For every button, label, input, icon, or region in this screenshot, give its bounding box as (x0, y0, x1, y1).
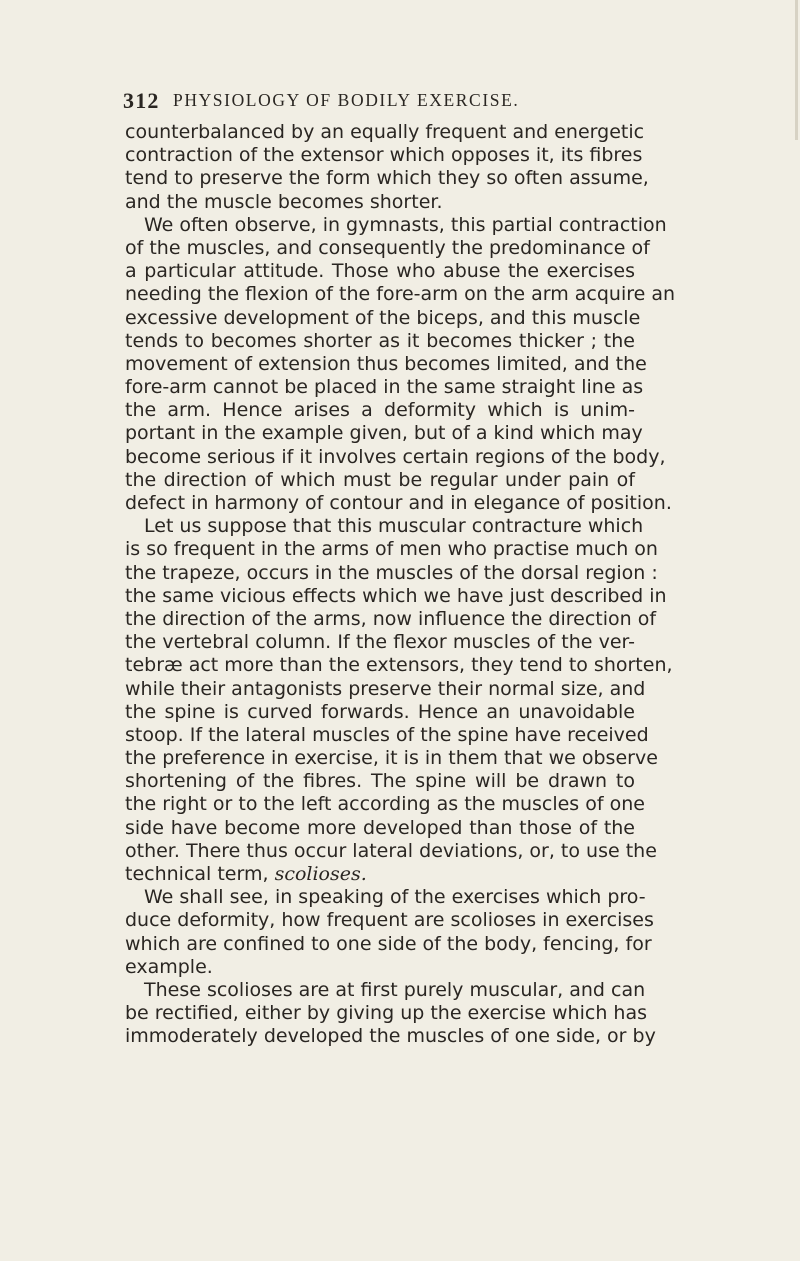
text-line: defect in harmony of contour and in elegance of position. (125, 492, 672, 514)
text-line: Let us suppose that this muscular contracture which (144, 515, 644, 538)
body-text (125, 121, 676, 1049)
text-line: a particular attitude. Those who abuse the exercises (125, 260, 635, 283)
text-line: be rectified, either by giving up the exercise which has (125, 1002, 647, 1025)
text-line: the direction of which must be regular under pain of (125, 468, 635, 491)
text-line: and the muscle becomes shorter. (125, 190, 443, 213)
text-line-with-term (125, 863, 635, 886)
text-line: other. There thus occur lateral deviations, or, to use the (125, 839, 657, 862)
text-line: movement of extension thus becomes limited, and the (125, 352, 647, 375)
text-line: needing the flexion of the fore-arm on the arm acquire an (125, 283, 676, 306)
italic-term: scolioses. (274, 863, 367, 885)
text-line: the preference in exercise, it is in them that we observe (125, 747, 658, 770)
text-line: the direction of the arms, now influence the direction of (125, 607, 657, 630)
text-line: excessive development of the biceps, and this muscle (125, 306, 641, 329)
text-line: We shall see, in speaking of the exercises which pro- (144, 886, 646, 909)
text-line: of the muscles, and consequently the predominance of (125, 236, 650, 259)
text-line: side have become more developed than those of the (125, 816, 635, 839)
text-line: which are confined to one side of the body, fencing, for (125, 932, 652, 955)
text-line: These scolioses are at first purely muscular, and can (144, 978, 646, 1001)
text-line: become serious if it involves certain regions of the body, (125, 445, 666, 468)
text-line: portant in the example given, but of a kind which may (125, 422, 643, 445)
text-line: the arm. Hence arises a deformity which is unim- (125, 399, 635, 422)
text-line: example. (125, 955, 213, 978)
text-line: the same vicious effects which we have just described in (125, 584, 667, 607)
text-line: We often observe, in gymnasts, this partial contraction (144, 213, 667, 236)
text-line-lead: technical term, (125, 863, 269, 885)
running-title: PHYSIOLOGY OF BODILY EXERCISE. (173, 90, 520, 110)
text-line: tebræ act more than the extensors, they tend to shorten, (125, 654, 673, 677)
page-edge-shadow (795, 0, 798, 140)
text-line: shortening of the fibres. The spine will be drawn to (125, 770, 635, 793)
text-line: fore-arm cannot be placed in the same straight line as (125, 376, 644, 399)
text-line: tends to becomes shorter as it becomes thicker ; the (125, 329, 635, 352)
text-line: counterbalanced by an equally frequent and energetic (125, 121, 645, 143)
text-line: immoderately developed the muscles of one side, or by (125, 1025, 656, 1048)
text-line: duce deformity, how frequent are scolioses in exercises (125, 909, 654, 932)
page-header (123, 88, 643, 114)
text-line: the vertebral column. If the flexor muscles of the ver- (125, 631, 635, 654)
text-line: is so frequent in the arms of men who practise much on (125, 538, 658, 561)
text-line: the right or to the left according as the muscles of one (125, 793, 645, 816)
text-line: stoop. If the lateral muscles of the spine have received (125, 723, 649, 746)
text-line: while their antagonists preserve their normal size, and (125, 677, 646, 700)
text-line: the spine is curved forwards. Hence an unavoidable (125, 700, 635, 723)
text-line: tend to preserve the form which they so often assume, (125, 167, 649, 190)
text-line: contraction of the extensor which opposes it, its fibres (125, 144, 643, 167)
text-line: the trapeze, occurs in the muscles of the dorsal region : (125, 561, 658, 584)
page-number: 312 (123, 88, 160, 113)
